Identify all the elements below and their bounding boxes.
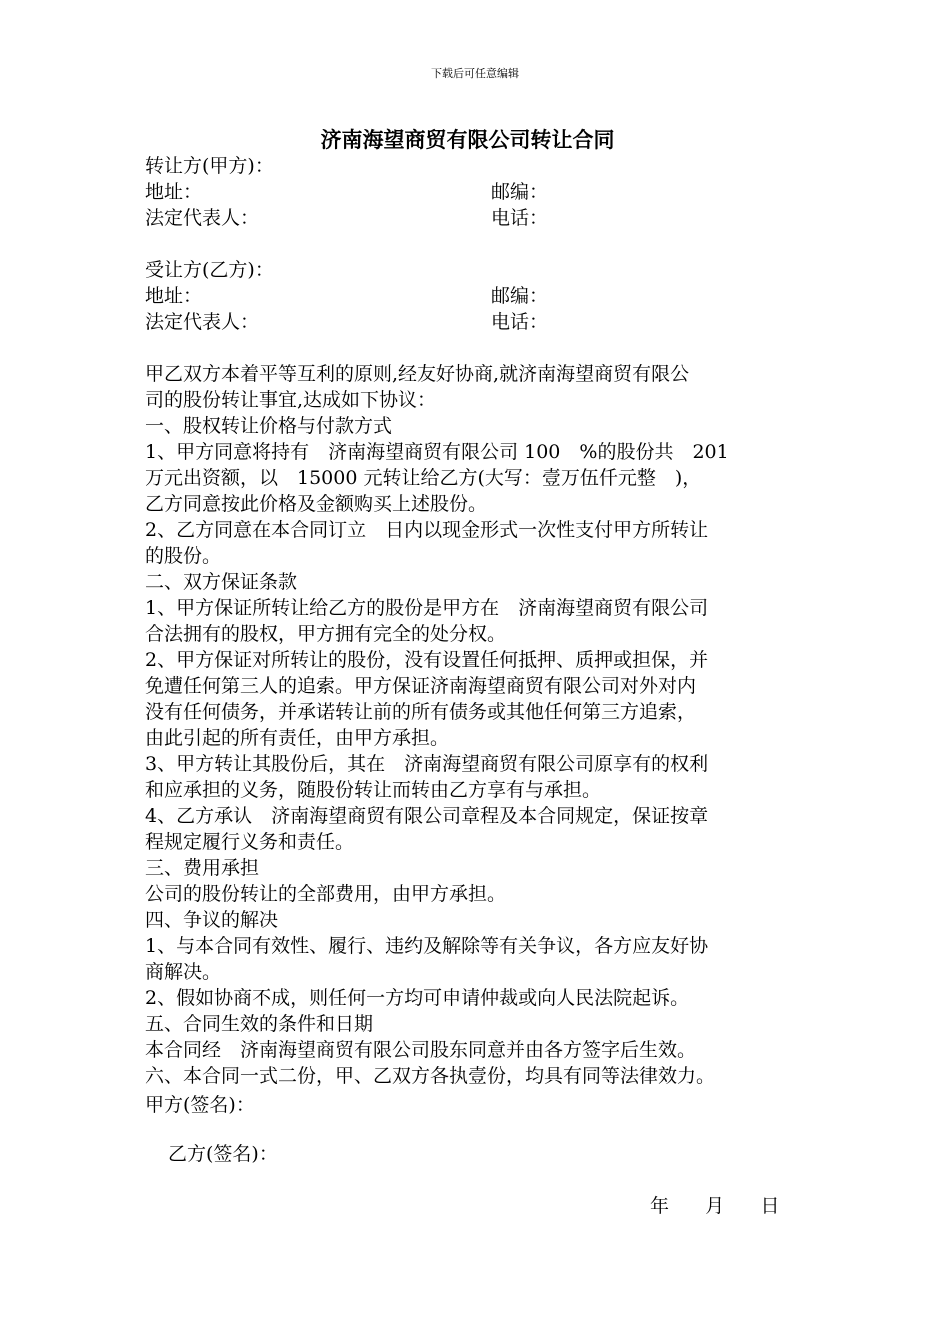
party-a-block bbox=[145, 153, 815, 231]
body-line: 司的股份转让事宜,达成如下协议： bbox=[145, 389, 437, 411]
date-day: 日 bbox=[760, 1195, 780, 1217]
body-line: 的股份。 bbox=[145, 545, 222, 567]
body-line: 1、与本合同有效性、履行、违约及解除等有关争议，各方应友好协 bbox=[145, 935, 709, 957]
body-line: 万元出资额，以 15000 元转让给乙方(大写：壹万伍仟元整 )， bbox=[145, 467, 702, 489]
body-line: 1、甲方同意将持有 济南海望商贸有限公司 100 %的股份共 201 bbox=[145, 441, 729, 463]
party-a-address-row bbox=[145, 179, 815, 205]
date-month: 月 bbox=[705, 1195, 725, 1217]
body-line: 甲乙双方本着平等互利的原则,经友好协商,就济南海望商贸有限公 bbox=[145, 363, 690, 385]
party-b-address-row bbox=[145, 283, 815, 309]
document-title: 济南海望商贸有限公司转让合同 bbox=[320, 127, 615, 152]
party-a-signature-label: 甲方(签名)： bbox=[145, 1094, 255, 1116]
party-a-phone-label: 电话： bbox=[491, 207, 549, 229]
party-a-address-label: 地址： bbox=[145, 181, 203, 203]
body-line: 六、本合同一式二份，甲、乙双方各执壹份，均具有同等法律效力。 bbox=[145, 1065, 716, 1087]
body-line: 商解决。 bbox=[145, 961, 222, 983]
party-b-block bbox=[145, 257, 815, 335]
party-b-rep-row bbox=[145, 309, 815, 335]
party-a-rep-label: 法定代表人： bbox=[145, 207, 260, 229]
party-b-postcode-label: 邮编： bbox=[491, 285, 549, 307]
party-a-postcode-label: 邮编： bbox=[491, 181, 549, 203]
party-b-phone-label: 电话： bbox=[491, 311, 549, 333]
date-year: 年 bbox=[650, 1195, 670, 1217]
section-heading: 三、费用承担 bbox=[145, 857, 260, 879]
body-line: 免遭任何第三人的追索。甲方保证济南海望商贸有限公司对外对内 bbox=[145, 675, 697, 697]
body-line: 和应承担的义务，随股份转让而转由乙方享有与承担。 bbox=[145, 779, 602, 801]
party-a-label: 转让方(甲方)： bbox=[145, 155, 274, 177]
party-a-label-row bbox=[145, 153, 815, 179]
body-line: 本合同经 济南海望商贸有限公司股东同意并由各方签字后生效。 bbox=[145, 1039, 697, 1061]
body-line: 由此引起的所有责任，由甲方承担。 bbox=[145, 727, 450, 749]
party-a-rep-row bbox=[145, 205, 815, 231]
body-line: 2、假如协商不成，则任何一方均可申请仲裁或向人民法院起诉。 bbox=[145, 987, 690, 1009]
section-heading: 二、双方保证条款 bbox=[145, 571, 298, 593]
header-note: 下载后可任意编辑 bbox=[431, 67, 519, 80]
section-heading: 五、合同生效的条件和日期 bbox=[145, 1013, 374, 1035]
section-heading: 四、争议的解决 bbox=[145, 909, 279, 931]
party-b-label-row bbox=[145, 257, 815, 283]
body-line: 公司的股份转让的全部费用，由甲方承担。 bbox=[145, 883, 507, 905]
body-line: 2、乙方同意在本合同订立 日内以现金形式一次性支付甲方所转让 bbox=[145, 519, 709, 541]
party-b-rep-label: 法定代表人： bbox=[145, 311, 260, 333]
body-line: 合法拥有的股权，甲方拥有完全的处分权。 bbox=[145, 623, 507, 645]
contract-body bbox=[145, 361, 815, 1089]
party-b-signature-label: 乙方(签名)： bbox=[168, 1143, 278, 1165]
body-line: 3、甲方转让其股份后，其在 济南海望商贸有限公司原享有的权利 bbox=[145, 753, 709, 775]
date-line bbox=[650, 1193, 780, 1219]
party-b-address-label: 地址： bbox=[145, 285, 203, 307]
body-line: 程规定履行义务和责任。 bbox=[145, 831, 355, 853]
body-line: 乙方同意按此价格及金额购买上述股份。 bbox=[145, 493, 488, 515]
section-heading: 一、股权转让价格与付款方式 bbox=[145, 415, 393, 437]
body-line: 4、乙方承认 济南海望商贸有限公司章程及本合同规定，保证按章 bbox=[145, 805, 709, 827]
body-line: 没有任何债务，并承诺转让前的所有债务或其他任何第三方追索， bbox=[145, 701, 697, 723]
body-line: 1、甲方保证所转让给乙方的股份是甲方在 济南海望商贸有限公司 bbox=[145, 597, 709, 619]
body-line: 2、甲方保证对所转让的股份，没有设置任何抵押、质押或担保，并 bbox=[145, 649, 709, 671]
party-b-label: 受让方(乙方)： bbox=[145, 259, 274, 281]
